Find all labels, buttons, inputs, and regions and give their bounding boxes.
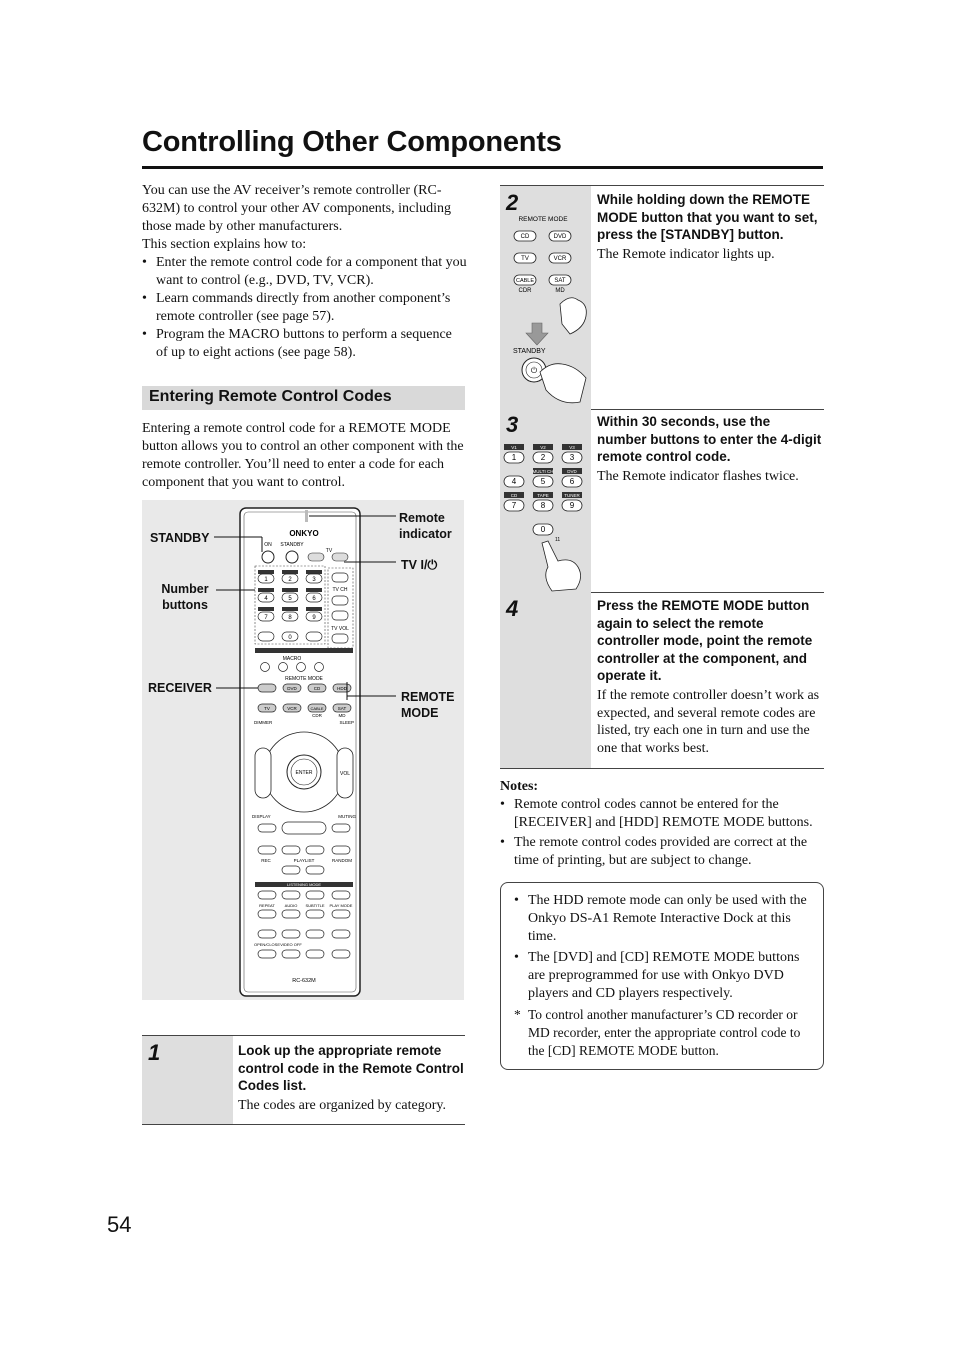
svg-text:DISPLAY: DISPLAY: [252, 814, 271, 819]
svg-text:V1: V1: [511, 445, 517, 450]
svg-text:CD: CD: [313, 686, 321, 691]
hand-icon: [542, 541, 581, 591]
svg-text:PLAY MODE: PLAY MODE: [329, 903, 353, 908]
step-3: [500, 408, 824, 593]
svg-text:SLEEP: SLEEP: [339, 720, 354, 725]
power-icon: I/⏻: [420, 558, 438, 572]
remote-indicator-led: [305, 510, 308, 522]
title-rule: [142, 166, 823, 169]
list-item: • The HDD remote mode can only be used with the Onkyo DS-A1 Remote Interactive Dock at this time.: [514, 892, 814, 946]
svg-text:VIDEO OFF: VIDEO OFF: [280, 942, 302, 947]
remote-figure: [142, 500, 464, 1000]
step-body: If the remote controller doesn’t work as expected, and several remote codes are listed, try each one in turn and use the one that works best.: [597, 688, 820, 756]
svg-text:9: 9: [569, 501, 575, 510]
svg-text:TV: TV: [521, 256, 529, 262]
remote-mode-standby-illustration: [500, 186, 591, 409]
svg-text:REMOTE MODE: REMOTE MODE: [285, 676, 323, 682]
step-number: 2: [506, 190, 519, 215]
svg-text:11: 11: [555, 537, 561, 543]
svg-text:3: 3: [312, 577, 316, 583]
svg-text:DVD: DVD: [567, 469, 577, 474]
step-heading: Press the REMOTE MODE button again to select the remote controller mode, point the remote controller at the component, and operate it.: [597, 598, 813, 683]
svg-text:0: 0: [540, 525, 546, 534]
svg-text:MD: MD: [338, 713, 346, 718]
svg-text:2: 2: [288, 577, 292, 583]
info-box: [500, 882, 824, 1070]
svg-text:1: 1: [511, 453, 517, 462]
intro-text: [142, 182, 467, 362]
step-2: [500, 185, 824, 410]
power-icon: ⏻: [530, 366, 538, 375]
callout-number-buttons: Number buttons: [161, 582, 209, 612]
svg-text:LISTENING MODE: LISTENING MODE: [286, 882, 322, 887]
svg-text:AUDIO: AUDIO: [284, 903, 298, 908]
callout-tv-label: TV: [401, 558, 417, 572]
list-item: • Remote control codes cannot be entered for the [RECEIVER] and [HDD] REMOTE MODE buttons.: [500, 796, 824, 832]
hand-icon: [560, 298, 586, 334]
step-number: 1: [148, 1040, 161, 1065]
svg-text:STANDBY: STANDBY: [513, 348, 546, 355]
svg-text:REMOTE MODE: REMOTE MODE: [518, 216, 568, 223]
section-heading: [142, 386, 465, 410]
svg-text:CD: CD: [510, 493, 518, 498]
list-item: • The [DVD] and [CD] REMOTE MODE buttons are preprogrammed for use with Onkyo DVD players and CD players respectively.: [514, 949, 814, 1003]
remote-controller-illustration: [142, 500, 464, 1000]
svg-text:RANDOM: RANDOM: [332, 858, 352, 863]
list-item: • Enter the remote control code for a component that you want to control (e.g., DVD, TV, VCR).: [142, 254, 467, 290]
section-text: Entering a remote control code for a REMOTE MODE button allows you to control an other component with the remote controller. You’ll need to enter a code for each component that you want to control.: [142, 421, 464, 490]
svg-text:9: 9: [312, 615, 316, 621]
svg-text:7: 7: [511, 501, 517, 510]
step-body: The Remote indicator flashes twice.: [597, 469, 799, 484]
step-1: [142, 1035, 465, 1125]
notes: [500, 778, 824, 872]
svg-text:MACRO: MACRO: [282, 656, 302, 662]
svg-text:4: 4: [264, 596, 268, 602]
hand-icon: [540, 364, 586, 403]
svg-text:HDD: HDD: [337, 686, 347, 691]
svg-text:ON: ON: [264, 542, 272, 548]
number-keys-illustration: [500, 408, 591, 592]
step-number: 3: [506, 412, 519, 437]
svg-text:VOL: VOL: [339, 771, 351, 777]
callout-remote-indicator: Remote indicator: [399, 511, 452, 541]
info-list: [514, 892, 814, 1063]
svg-text:SAT: SAT: [554, 278, 566, 284]
svg-text:REC: REC: [261, 858, 271, 863]
step-number-cell: [500, 592, 591, 768]
svg-text:MULTI CH: MULTI CH: [532, 469, 554, 474]
notes-list: [500, 796, 824, 870]
step-body: The Remote indicator lights up.: [597, 247, 775, 262]
step-4: [500, 592, 824, 769]
svg-text:CABLE: CABLE: [515, 278, 535, 284]
svg-text:SAT: SAT: [337, 706, 347, 711]
svg-text:MD: MD: [555, 288, 565, 294]
intro-list: [142, 254, 467, 362]
step-number-cell: [142, 1036, 233, 1124]
svg-text:V3: V3: [569, 445, 575, 450]
svg-text:RC-632M: RC-632M: [292, 978, 316, 984]
intro-paragraph-2: This section explains how to:: [142, 237, 307, 252]
callout-standby: STANDBY: [150, 531, 210, 545]
section-heading-text: Entering Remote Control Codes: [149, 388, 392, 405]
svg-text:CABLE: CABLE: [310, 706, 324, 711]
svg-text:0: 0: [288, 635, 292, 641]
step-number: 4: [506, 596, 519, 621]
svg-text:2: 2: [540, 453, 546, 462]
svg-text:3: 3: [569, 453, 575, 462]
callout-tv: [401, 557, 437, 573]
svg-text:5: 5: [288, 596, 292, 602]
arrow-down-icon: [526, 323, 548, 345]
svg-text:4: 4: [511, 477, 517, 486]
svg-text:5: 5: [540, 477, 546, 486]
svg-text:DVD: DVD: [553, 234, 567, 240]
svg-text:8: 8: [540, 501, 546, 510]
svg-text:REPEAT: REPEAT: [259, 903, 275, 908]
svg-text:ENTER: ENTER: [295, 770, 313, 776]
svg-text:SUBTITLE: SUBTITLE: [305, 903, 325, 908]
callout-receiver: RECEIVER: [148, 681, 212, 695]
svg-text:STANDBY: STANDBY: [280, 542, 304, 548]
notes-heading: Notes:: [500, 779, 539, 794]
step-heading: Look up the appropriate remote control code in the Remote Control Codes list.: [238, 1043, 464, 1093]
svg-text:TAPE: TAPE: [537, 493, 549, 498]
svg-text:MUTING: MUTING: [338, 814, 356, 819]
step-number-cell: [500, 186, 591, 409]
step-heading: While holding down the REMOTE MODE button that you want to set, press the [STANDBY] button.: [597, 192, 818, 242]
page-number: 54: [107, 1212, 132, 1237]
svg-text:TV CH: TV CH: [332, 587, 348, 593]
callout-remote-mode: REMOTE MODE: [401, 690, 455, 720]
list-item: • The remote control codes provided are correct at the time of printing, but are subject to change.: [500, 834, 824, 870]
svg-text:8: 8: [288, 615, 292, 621]
svg-text:CDR: CDR: [312, 713, 322, 718]
svg-text:6: 6: [569, 477, 575, 486]
svg-text:V2: V2: [540, 445, 546, 450]
page-title: Controlling Other Components: [142, 126, 562, 158]
svg-text:TV: TV: [325, 548, 333, 554]
svg-text:CDR: CDR: [518, 288, 532, 294]
svg-text:PLAYLIST: PLAYLIST: [293, 858, 315, 863]
list-item: • Program the MACRO buttons to perform a sequence of up to eight actions (see page 58).: [142, 326, 467, 362]
step-heading: Within 30 seconds, use the number buttons to enter the 4-digit remote control code.: [597, 414, 822, 464]
svg-text:VCR: VCR: [553, 256, 567, 262]
svg-text:TUNER: TUNER: [564, 493, 580, 498]
step-number-cell: [500, 408, 591, 592]
svg-text:DIMMER: DIMMER: [254, 720, 273, 725]
svg-text:6: 6: [312, 596, 316, 602]
svg-text:OPEN/CLOSE: OPEN/CLOSE: [253, 942, 281, 947]
svg-text:TV VOL: TV VOL: [331, 626, 349, 632]
svg-text:TV: TV: [264, 706, 270, 711]
footnote: * To control another manufacturer’s CD recorder or MD recorder, enter the appropriate control code to the [CD] REMOTE MODE button.: [514, 1006, 814, 1060]
intro-paragraph: You can use the AV receiver’s remote controller (RC-632M) to control your other AV components, including those made by other manufacturers.: [142, 183, 452, 234]
step-body: The codes are organized by category.: [238, 1098, 446, 1113]
svg-text:VCR: VCR: [287, 706, 297, 711]
svg-text:CD: CD: [520, 234, 530, 240]
svg-text:1: 1: [264, 577, 268, 583]
svg-text:DVD: DVD: [287, 686, 297, 691]
svg-text:7: 7: [264, 615, 268, 621]
list-item: • Learn commands directly from another component’s remote controller (see page 57).: [142, 290, 467, 326]
brand-logo: ONKYO: [289, 529, 319, 538]
